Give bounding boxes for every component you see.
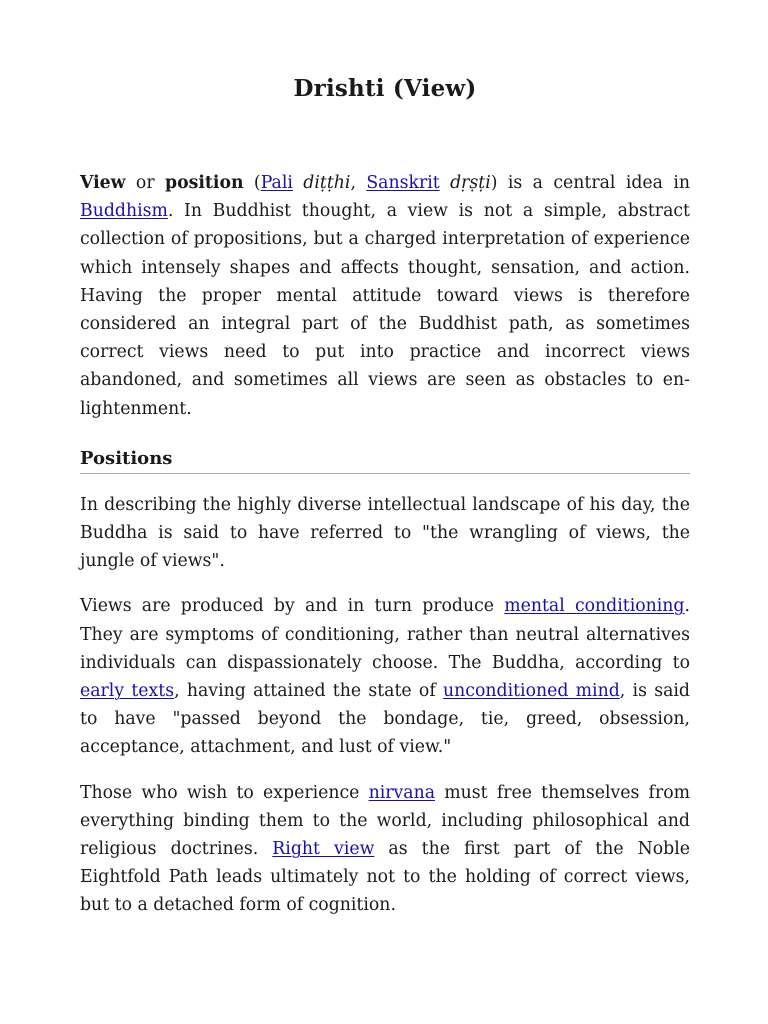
link-mental-conditioning[interactable]: mental conditioning bbox=[504, 596, 685, 617]
text-run: , bbox=[350, 173, 367, 193]
link-buddhism[interactable]: Buddhism bbox=[80, 201, 168, 222]
text-run: ) is a central idea in bbox=[490, 173, 690, 193]
paragraph-landscape: In describing the highly diverse intellectual landscape of his day, the Buddha is said to have referred to "the wrangling of views, the jungle of views". bbox=[80, 494, 690, 572]
link-nirvana[interactable]: nirvana bbox=[368, 782, 436, 803]
paragraph-nirvana bbox=[80, 779, 690, 920]
sanskrit-word: dṛṣṭi bbox=[450, 173, 491, 193]
link-pali[interactable]: Pali bbox=[260, 173, 293, 193]
article bbox=[80, 0, 690, 920]
text-run bbox=[440, 173, 450, 193]
term-view: View bbox=[80, 173, 126, 193]
text-run: as the first part of the Noble Eightfold Path leads ultimately not to the holding of correct views, but to a detached form of cognition. bbox=[80, 839, 690, 916]
term-position: position bbox=[165, 173, 244, 193]
text-run: , is said to have "passed beyond the bondage, tie, greed, obsession, acceptance, attachment, and lust of view." bbox=[80, 681, 690, 758]
text-run: Views are produced by and in turn produce bbox=[80, 596, 505, 617]
paragraph-conditioning bbox=[80, 592, 690, 761]
link-unconditioned-mind[interactable]: unconditioned mind bbox=[443, 681, 620, 702]
text-run bbox=[293, 173, 303, 193]
text-run: ( bbox=[243, 173, 261, 193]
intro-paragraph bbox=[80, 169, 690, 423]
link-early-texts[interactable]: early texts bbox=[80, 681, 175, 702]
text-run: Those who wish to experience bbox=[80, 782, 369, 803]
text-run: . In Buddhist thought, a view is not a simple, abstract collection of propositions, but a charged interpretation of experience which intensely shapes and affects thought, sensation, and action. Having the proper mental attitude toward views is therefore considered an integral part of the Buddhist path, as sometimes correct views need to put into practice and incorrect views abandoned, and sometimes all views are seen as obstacles to enlightenment. bbox=[80, 201, 690, 419]
pali-word: diṭṭhi bbox=[303, 173, 351, 193]
text-run: . They are symptoms of conditioning, rather than neutral alternatives individuals can dispassionately choose. The Buddha, according to bbox=[80, 596, 690, 673]
section-heading-positions: Positions bbox=[80, 445, 690, 474]
text-run: must free themselves from everything binding them to the world, including philosophical and religious doctrines. bbox=[80, 782, 690, 860]
link-sanskrit[interactable]: Sanskrit bbox=[366, 173, 440, 193]
link-right-view[interactable]: Right view bbox=[272, 839, 375, 860]
text-run: or bbox=[125, 173, 165, 193]
text-run: , having attained the state of bbox=[174, 681, 444, 702]
page-title: Drishti (View) bbox=[293, 75, 477, 102]
